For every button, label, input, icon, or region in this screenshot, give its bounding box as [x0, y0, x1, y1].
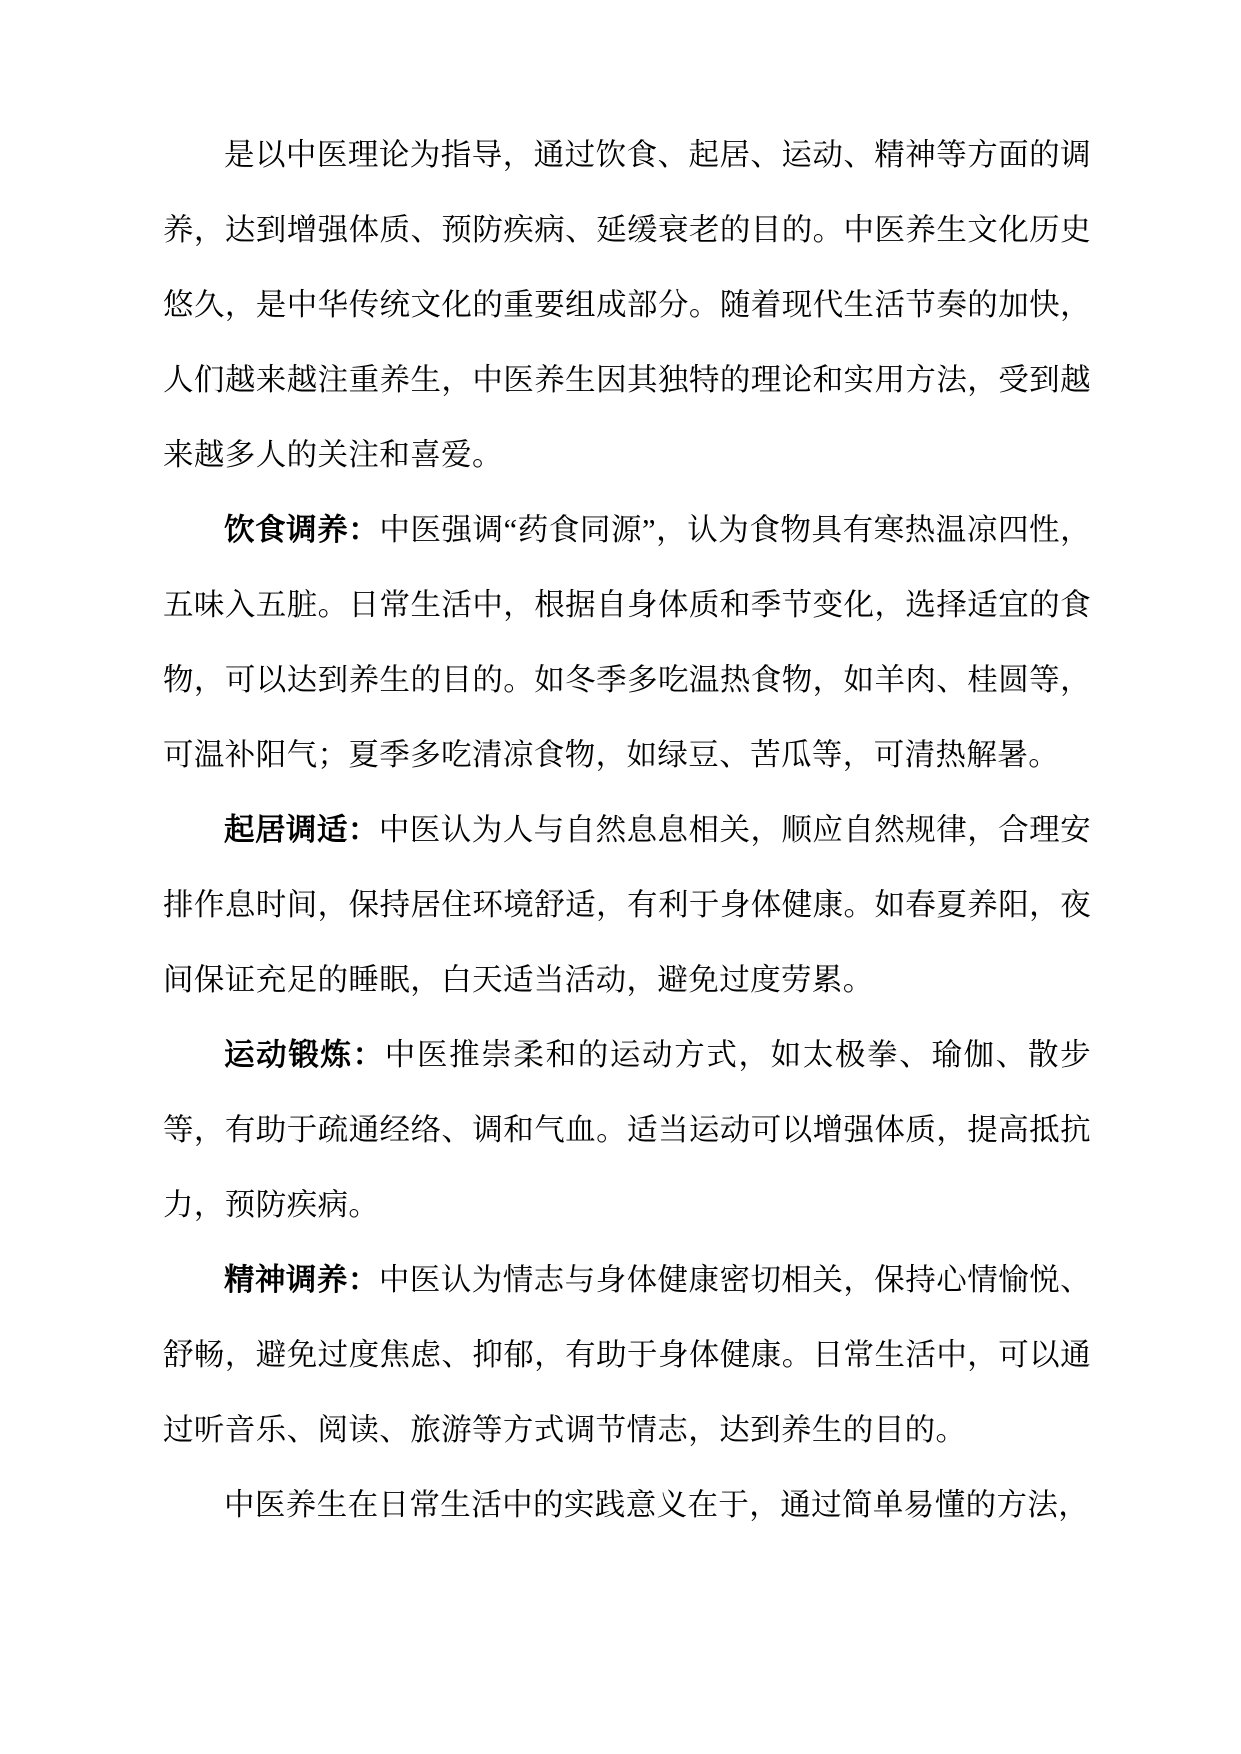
paragraph-5-lead: 精神调养：	[224, 1263, 379, 1297]
paragraph-6	[163, 1468, 1091, 1543]
paragraph-5-text: 中医认为情志与身体健康密切相关，保持心情愉悦、舒畅，避免过度焦虑、抑郁，有助于身体健康。日常生活中，可以通过听音乐、阅读、旅游等方式调节情志，达到养生的目的。	[163, 1263, 1092, 1447]
paragraph-1	[163, 118, 1091, 493]
paragraph-6-text: 中医养生在日常生活中的实践意义在于，通过简单易懂的方法，	[224, 1488, 1090, 1522]
paragraph-2	[163, 493, 1091, 793]
paragraph-4	[163, 1018, 1091, 1243]
paragraph-3-lead: 起居调适：	[224, 813, 379, 847]
paragraph-2-lead: 饮食调养：	[224, 513, 380, 547]
paragraph-2-text: 中医强调“药食同源”，认为食物具有寒热温凉四性，五味入五脏。日常生活中，根据自身体质和季节变化，选择适宜的食物，可以达到养生的目的。如冬季多吃温热食物，如羊肉、桂圆等，可温补阳气；夏季多吃清凉食物，如绿豆、苦瓜等，可清热解暑。	[163, 513, 1091, 772]
document-body	[163, 118, 1091, 1543]
paragraph-3	[163, 793, 1091, 1018]
paragraph-3-text: 中医认为人与自然息息相关，顺应自然规律，合理安排作息时间，保持居住环境舒适，有利于身体健康。如春夏养阳，夜间保证充足的睡眠，白天适当活动，避免过度劳累。	[163, 813, 1092, 997]
paragraph-4-text: 中医推崇柔和的运动方式，如太极拳、瑜伽、散步等，有助于疏通经络、调和气血。适当运动可以增强体质，提高抵抗力，预防疾病。	[163, 1038, 1091, 1222]
paragraph-5	[163, 1243, 1091, 1468]
paragraph-1-text: 是以中医理论为指导，通过饮食、起居、运动、精神等方面的调养，达到增强体质、预防疾病、延缓衰老的目的。中医养生文化历史悠久，是中华传统文化的重要组成部分。随着现代生活节奏的加快，人们越来越注重养生，中医养生因其独特的理论和实用方法，受到越来越多人的关注和喜爱。	[163, 138, 1091, 472]
paragraph-4-lead: 运动锻炼：	[224, 1038, 385, 1072]
